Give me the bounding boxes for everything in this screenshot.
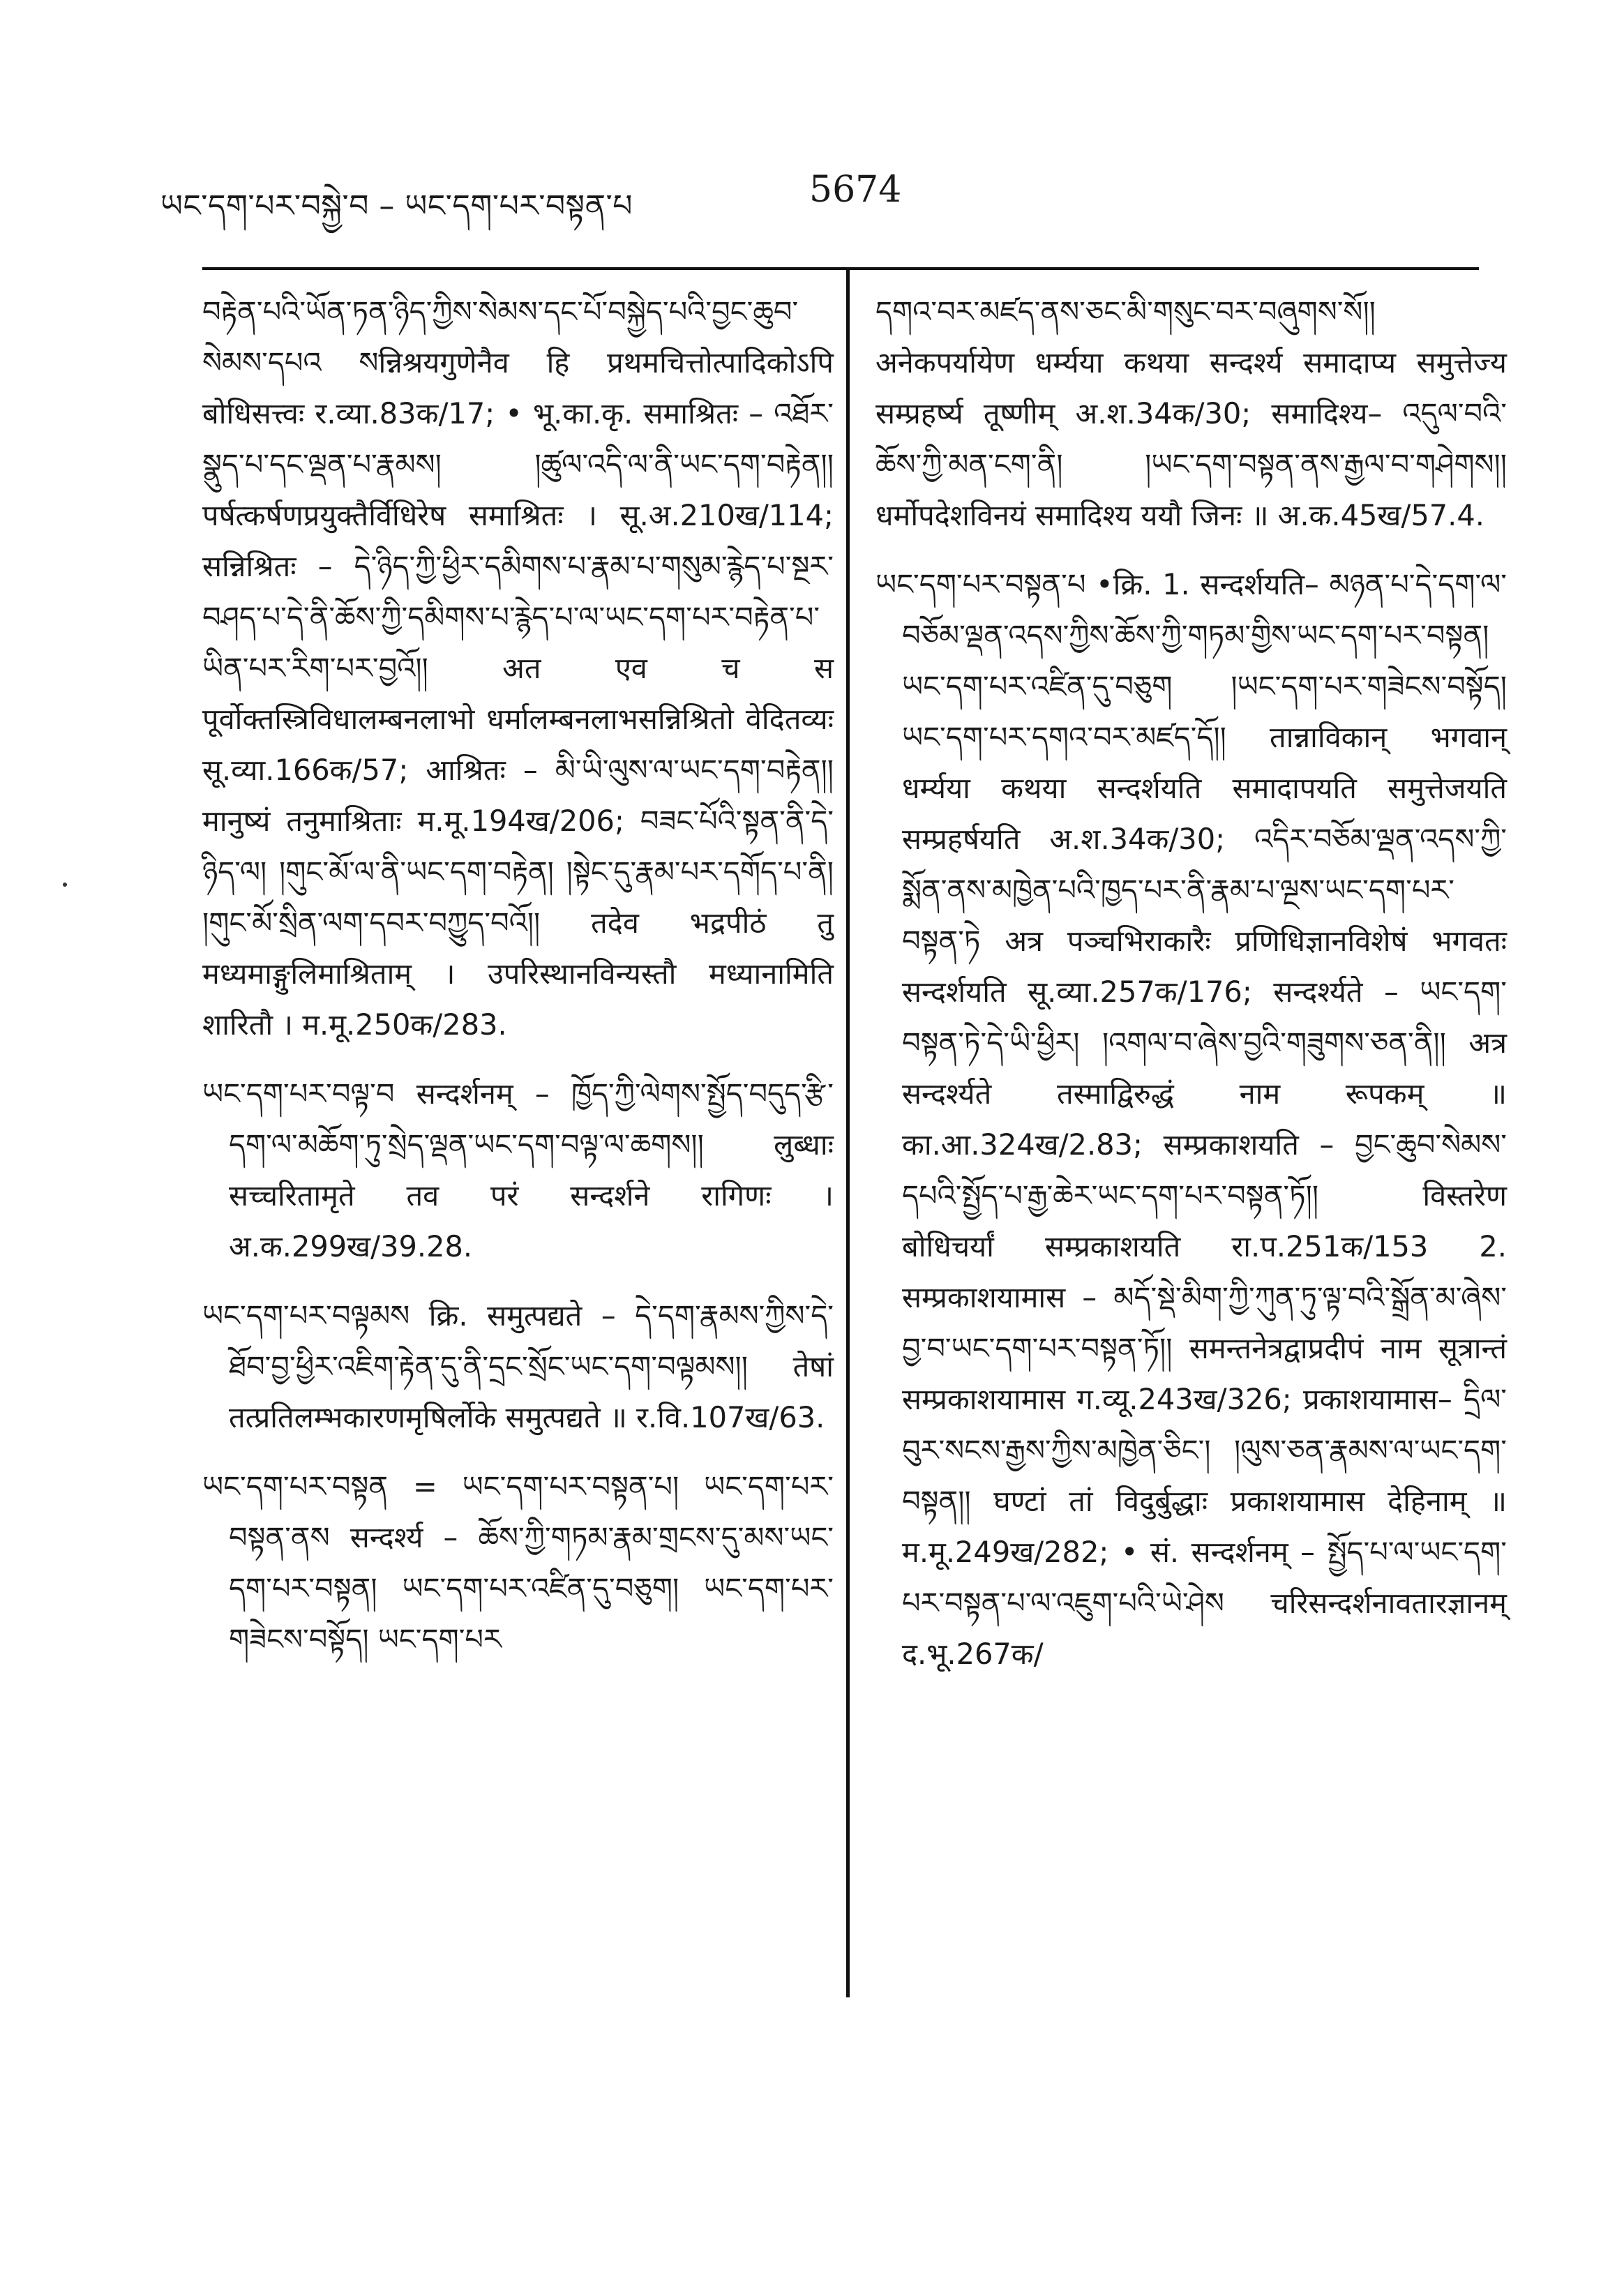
page-number: 5674	[809, 169, 902, 211]
guide-words: ཡང་དག་པར་བསྐྱེ་བ – ཡང་དག་པར་བསྟན་པ	[160, 188, 633, 224]
entry-text: ཡང་དག་པར་བསྟན་པ •क्रि. 1. सन्दर्शयति– མཉན་པ་དེ་དག་ལ་བཅོམ་ལྡན་འདས་ཀྱིས་ཆོས་ཀྱི་གཏམ་གྱིས་ཡང་དག་པར་བསྟན། ཡང་དག་པར་འཛིན་དུ་བཅུག །ཡང་དག་པར་གཟེངས་བསྟོད། ཡང་དག་པར་དགའ་བར་མཛད་དོ།། तान्नाविकान् भगवान् धर्म्यया कथया सन्दर्शयति समादापयति समुत्तेजयति सम्प्रहर्षयति अ.श.34क/30; འདིར་བཅོམ་ལྡན་འདས་ཀྱི་སྨོན་ནས་མཁྱེན་པའི་ཁྱད་པར་ནི་རྣམ་པ་ལྔས་ཡང་དག་པར་བསྟན་ཏེ अत्र पञ्चभिराकारैः प्रणिधिज्ञानविशेषं भगवतः सन्दर्शयति सू.व्या.257क/176; सन्दर्श्यते – ཡང་དག་བསྟན་ཏེ་དེ་ཡི་ཕྱིར། །འགལ་བ་ཞེས་བྱའི་གཟུགས་ཅན་ནི།། अत्र सन्दर्श्यते तस्माद्विरुद्धं नाम रूपकम् ॥ का.आ.324ख/2.83; सम्प्रकाशयति – བྱང་ཆུབ་སེམས་དཔའི་སྤྱོད་པ་རྒྱ་ཆེར་ཡང་དག་པར་བསྟན་ཏོ།། विस्तरेण बोधिचर्यां सम्प्रकाशयति रा.प.251क/153 2. सम्प्रकाशयामास – མདོ་སྡེ་མིག་ཀྱི་ཀུན་ཏུ་ལྟ་བའི་སྒྲོན་མ་ཞེས་བྱ་བ་ཡང་དག་པར་བསྟན་ཏོ།། समन्तनेत्रद्वाप्रदीपं नाम सूत्रान्तं सम्प्रकाशयामास ग.व्यू.243ख/326; प्रकाशयामास– དྲིལ་བུར་སངས་རྒྱས་ཀྱིས་མཁྱེན་ཅིང་། །ལུས་ཅན་རྣམས་ལ་ཡང་དག་བསྟན།། घण्टां तां विदुर्बुद्धाः प्रकाशयामास देहिनाम् ॥ म.मू.249ख/282; • सं. सन्दर्शनम् – སྤྱོད་པ་ལ་ཡང་དག་པར་བསྟན་པ་ལ་འཇུག་པའི་ཡེ་ཤེས चरिसन्दर्शनावतारज्ञानम् द.भू.267क/	[875, 567, 1507, 1671]
entry-text: བརྟེན་པའི་ཡོན་ཏན་ཉིད་ཀྱིས་སེམས་དང་པོ་བསྐྱེད་པའི་བྱང་ཆུབ་སེམས་དཔའ སन्निश्रयगुणेनैव हि प्रथमचित्तोत्पादिकोऽपि बोधिसत्त्वः र.व्या.83क/17; • भू.का.कृ. समाश्रितः – འཐོར་སྣུད་པ་དང་ལྡན་པ་རྣམས། །ཚུལ་འདི་ལ་ནི་ཡང་དག་བརྟེན།། पर्षत्कर्षणप्रयुक्तैर्विधिरेष समाश्रितः । सू.अ.210ख/114; सन्निश्रितः – དེ་ཉིད་ཀྱི་ཕྱིར་དམིགས་པ་རྣམ་པ་གསུམ་རྙེད་པ་སྔར་བཤད་པ་དེ་ནི་ཆོས་ཀྱི་དམིགས་པ་རྙེད་པ་ལ་ཡང་དག་པར་བརྟེན་པ་ཡིན་པར་རིག་པར་བྱའོ།། अत एव च स पूर्वोक्तस्त्रिविधालम्बनलाभो धर्मालम्बनलाभसन्निश्रितो वेदितव्यः सू.व्या.166क/57; आश्रितः – མི་ཡི་ལུས་ལ་ཡང་དག་བརྟེན།། मानुष्यं तनुमाश्रिताः म.मू.194ख/206; བཟང་པོའི་སྟན་ནི་དེ་ཉིད་ལ། །གུང་མོ་ལ་ནི་ཡང་དག་བརྟེན། །སྟེང་དུ་རྣམ་པར་དགོད་པ་ནི། །གུང་མོ་སྲིན་ལག་དབར་བཀྱུད་བའོ།། तदेव भद्रपीठं तु मध्यमाङ्गुलिमाश्रिताम् । उपरिस्थानविन्यस्तौ मध्यानामिति शारितौ । म.मू.250क/283.	[202, 294, 834, 1042]
dictionary-entry	[875, 559, 1507, 1679]
dictionary-entry	[202, 1068, 834, 1272]
entry-text: ཡང་དག་པར་བལྟམས क्रि. समुत्पद्यते – དེ་དག་རྣམས་ཀྱིས་དེ་ཐོབ་བྱ་ཕྱིར་འཇིག་རྟེན་དུ་ནི་དྲང་སྲོང་ཡང་དག་བལྟམས།། तेषां तत्प्रतिलम्भकारणमृषिर्लोके समुत्पद्यते ॥ र.वि.107ख/63.	[202, 1298, 834, 1434]
header-rule	[202, 267, 1479, 270]
margin-speck	[63, 883, 67, 887]
page-header	[160, 159, 1486, 224]
dictionary-entry	[202, 1290, 834, 1443]
right-column	[875, 286, 1507, 1697]
entry-text: ཡང་དག་པར་བསྟན = ཡང་དག་པར་བསྟན་པ། ཡང་དག་པར་བསྟན་ནས सन्दर्श्य – ཆོས་ཀྱི་གཏམ་རྣམ་གྲངས་དུ་མས་ཡང་དག་པར་བསྟན། ཡང་དག་པར་འཛིན་དུ་བཅུག། ཡང་དག་པར་གཟེངས་བསྟོད། ཡང་དག་པར	[202, 1469, 834, 1656]
entry-text: དགའ་བར་མཛད་ནས་ཅང་མི་གསུང་བར་བཞུགས་སོ།། अनेकपर्यायेण धर्म्यया कथया सन्दर्श्य समादाप्य समुत्तेज्य सम्प्रहर्ष्य तूष्णीम् अ.श.34क/30; समादिश्य– འདུལ་བའི་ཆོས་ཀྱི་མན་ངག་ནི། །ཡང་དག་བསྟན་ནས་རྒྱལ་བ་གཤེགས།། धर्मोपदेशविनयं समादिश्य ययौ जिनः ॥ अ.क.45ख/57.4.	[875, 294, 1507, 532]
dictionary-entry	[202, 286, 834, 1050]
dictionary-entry	[875, 286, 1507, 541]
entry-text: ཡང་དག་པར་བལྟ་བ सन्दर्शनम् – ཁྱོད་ཀྱི་ལེགས་སྤྱོད་བདུད་རྩི་དག་ལ་མཆོག་ཏུ་སྲེད་ལྡན་ཡང་དག་བལྟ་ལ་ཆགས།། लुब्धाः सच्चरितामृते तव परं सन्दर्शने रागिणः । अ.क.299ख/39.28.	[202, 1076, 834, 1263]
column-divider	[846, 267, 850, 1997]
dictionary-entry	[202, 1461, 834, 1665]
left-column	[202, 286, 834, 1683]
